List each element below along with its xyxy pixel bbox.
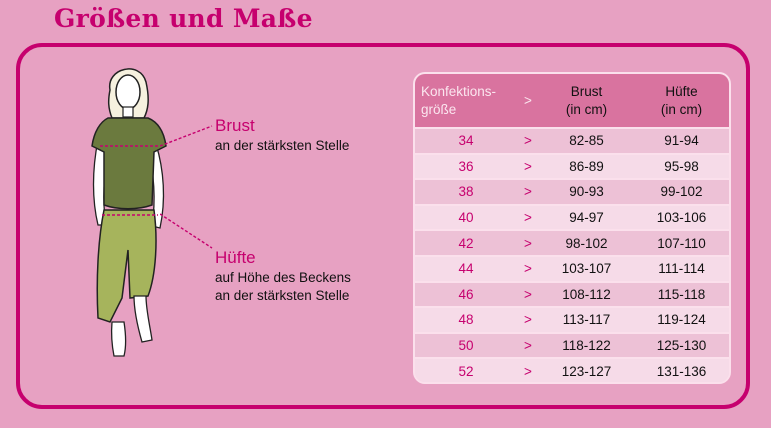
huefte-cell: 107-110 (634, 230, 729, 256)
huefte-cell: 115-118 (634, 282, 729, 308)
huefte-cell: 91-94 (634, 128, 729, 154)
arrow-cell: > (517, 333, 539, 359)
header-size-line1: Konfektions- (421, 83, 497, 99)
size-cell: 46 (415, 282, 517, 308)
brust-cell: 90-93 (539, 179, 634, 205)
arrow-cell: > (517, 282, 539, 308)
arrow-cell: > (517, 256, 539, 282)
brust-cell: 118-122 (539, 333, 634, 359)
table-row (415, 358, 729, 384)
huefte-cell: 131-136 (634, 358, 729, 384)
huefte-label-description-2: an der stärksten Stelle (215, 288, 350, 303)
arrow-cell: > (517, 358, 539, 384)
brust-label-description: an der stärksten Stelle (215, 138, 350, 153)
size-cell: 50 (415, 333, 517, 359)
page-title: Größen und Maße (54, 4, 313, 33)
brust-cell: 94-97 (539, 205, 634, 231)
size-cell: 48 (415, 307, 517, 333)
header-konfektionsgroesse (415, 74, 517, 128)
table-row (415, 282, 729, 308)
huefte-cell: 119-124 (634, 307, 729, 333)
header-huefte (634, 74, 729, 128)
table-row (415, 256, 729, 282)
brust-cell: 86-89 (539, 154, 634, 180)
size-cell: 44 (415, 256, 517, 282)
table-row (415, 205, 729, 231)
size-table-container (413, 72, 731, 384)
table-row (415, 333, 729, 359)
huefte-cell: 95-98 (634, 154, 729, 180)
huefte-cell: 99-102 (634, 179, 729, 205)
huefte-cell: 125-130 (634, 333, 729, 359)
huefte-label-description-1: auf Höhe des Beckens (215, 270, 351, 285)
measurement-pointer-lines (160, 120, 220, 260)
brust-cell: 113-117 (539, 307, 634, 333)
huefte-label-title: Hüfte (215, 248, 256, 267)
header-brust-line2: (in cm) (565, 101, 608, 117)
arrow-cell: > (517, 205, 539, 231)
table-row (415, 179, 729, 205)
size-table (415, 74, 729, 384)
size-cell: 52 (415, 358, 517, 384)
brust-cell: 82-85 (539, 128, 634, 154)
size-cell: 36 (415, 154, 517, 180)
header-arrow: > (524, 92, 532, 108)
huefte-cell: 103-106 (634, 205, 729, 231)
table-row (415, 230, 729, 256)
table-row (415, 307, 729, 333)
table-row (415, 128, 729, 154)
table-row (415, 154, 729, 180)
header-size-line2: größe (421, 101, 457, 117)
arrow-cell: > (517, 154, 539, 180)
header-brust-line1: Brust (570, 83, 603, 99)
arrow-cell: > (517, 179, 539, 205)
brust-cell: 103-107 (539, 256, 634, 282)
size-cell: 42 (415, 230, 517, 256)
size-cell: 34 (415, 128, 517, 154)
arrow-cell: > (517, 128, 539, 154)
header-huefte-line2: (in cm) (660, 101, 703, 117)
size-cell: 38 (415, 179, 517, 205)
brust-cell: 98-102 (539, 230, 634, 256)
table-body (415, 128, 729, 384)
huefte-cell: 111-114 (634, 256, 729, 282)
table-header-row (415, 74, 729, 128)
arrow-cell: > (517, 307, 539, 333)
brust-cell: 108-112 (539, 282, 634, 308)
brust-label-title: Brust (215, 116, 255, 135)
brust-cell: 123-127 (539, 358, 634, 384)
arrow-cell: > (517, 230, 539, 256)
size-cell: 40 (415, 205, 517, 231)
header-brust (539, 74, 634, 128)
header-huefte-line1: Hüfte (665, 83, 698, 99)
